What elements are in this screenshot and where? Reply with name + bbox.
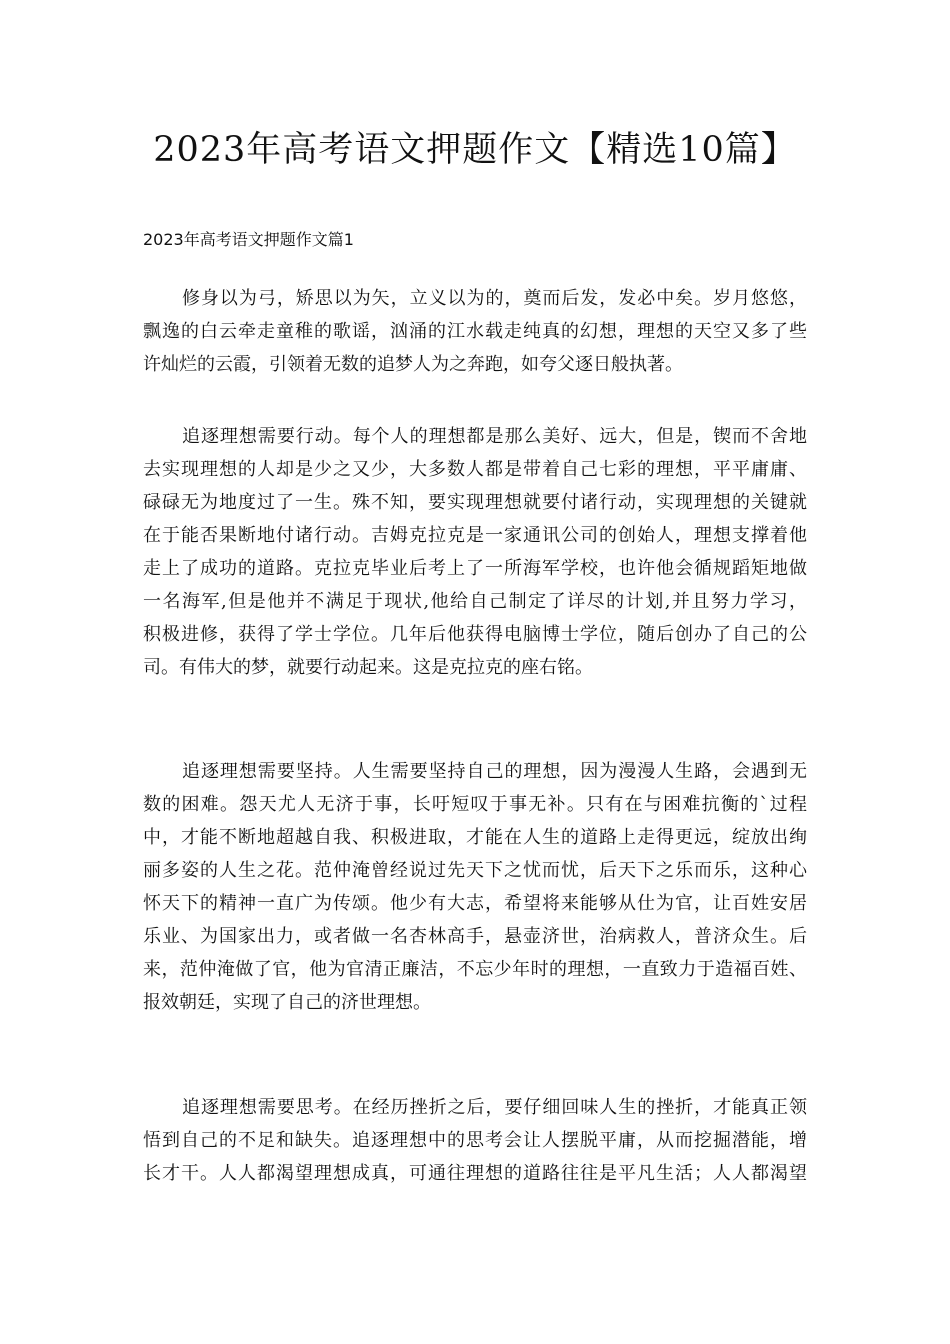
- paragraph-line: 悟到自己的不足和缺失。追逐理想中的思考会让人摆脱平庸，从而挖掘潜能，增: [143, 1130, 807, 1151]
- paragraph-line: 许灿烂的云霞，引领着无数的追梦人为之奔跑，如夸父逐日般执著。: [143, 354, 683, 375]
- paragraph-3: [143, 755, 807, 1019]
- paragraph-line: 数的困难。怨天尤人无济于事，长吁短叹于事无补。只有在与困难抗衡的`过程: [143, 794, 807, 815]
- paragraph-1: [143, 282, 807, 381]
- section-heading: 2023年高考语文押题作文篇1: [143, 230, 354, 249]
- paragraph-line: 丽多姿的人生之花。范仲淹曾经说过先天下之忧而忧，后天下之乐而乐，这种心: [143, 860, 807, 881]
- paragraph-line: 去实现理想的人却是少之又少，大多数人都是带着自己七彩的理想，平平庸庸、: [143, 459, 807, 480]
- paragraph-4: [143, 1091, 807, 1190]
- paragraph-line: 报效朝廷，实现了自己的济世理想。: [143, 992, 431, 1013]
- paragraph-2: [143, 420, 807, 684]
- paragraph-line: 追逐理想需要思考。在经历挫折之后，要仔细回味人生的挫折，才能真正领: [182, 1097, 807, 1118]
- paragraph-line: 积极进修，获得了学士学位。几年后他获得电脑博士学位，随后创办了自己的公: [143, 624, 807, 645]
- paragraph-line: 追逐理想需要行动。每个人的理想都是那么美好、远大，但是，锲而不舍地: [182, 426, 807, 447]
- paragraph-line: 修身以为弓，矫思以为矢，立义以为的，奠而后发，发必中矣。岁月悠悠，: [182, 288, 807, 309]
- document-title: 2023年高考语文押题作文【精选10篇】: [153, 130, 797, 170]
- paragraph-line: 碌碌无为地度过了一生。殊不知，要实现理想就要付诸行动，实现理想的关键就: [143, 492, 807, 513]
- paragraph-line: 飘逸的白云牵走童稚的歌谣，汹涌的江水载走纯真的幻想，理想的天空又多了些: [143, 321, 807, 342]
- paragraph-line: 一名海军,但是他并不满足于现状,他给自己制定了详尽的计划,并且努力学习，: [143, 591, 807, 612]
- paragraph-line: 乐业、为国家出力，或者做一名杏林高手，悬壶济世，治病救人，普济众生。后: [143, 926, 807, 947]
- paragraph-line: 追逐理想需要坚持。人生需要坚持自己的理想，因为漫漫人生路，会遇到无: [182, 761, 807, 782]
- paragraph-line: 来，范仲淹做了官，他为官清正廉洁，不忘少年时的理想，一直致力于造福百姓、: [143, 959, 807, 980]
- paragraph-line: 走上了成功的道路。克拉克毕业后考上了一所海军学校，也许他会循规蹈矩地做: [143, 558, 807, 579]
- paragraph-line: 怀天下的精神一直广为传颂。他少有大志，希望将来能够从仕为官，让百姓安居: [143, 893, 807, 914]
- paragraph-line: 中，才能不断地超越自我、积极进取，才能在人生的道路上走得更远，绽放出绚: [143, 827, 807, 848]
- paragraph-line: 在于能否果断地付诸行动。吉姆克拉克是一家通讯公司的创始人，理想支撑着他: [143, 525, 807, 546]
- paragraph-line: 长才干。人人都渴望理想成真，可通往理想的道路往往是平凡生活；人人都渴望: [143, 1163, 807, 1184]
- paragraph-line: 司。有伟大的梦，就要行动起来。这是克拉克的座右铭。: [143, 657, 593, 678]
